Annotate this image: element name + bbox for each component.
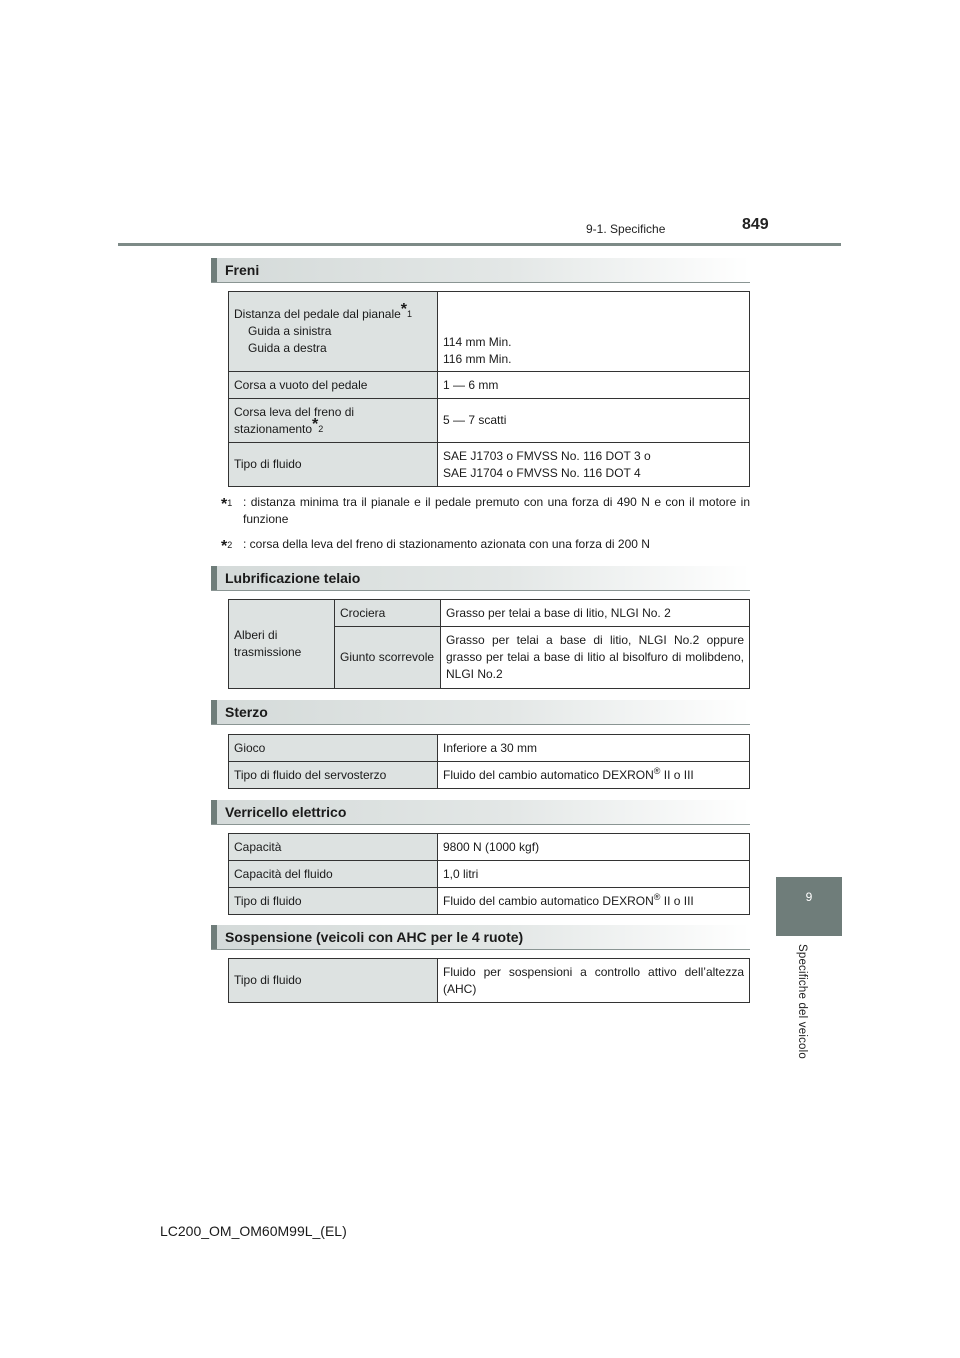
label-rhd: Guida a destra xyxy=(248,341,327,355)
value-winch-fluid-type: Fluido del cambio automatico DEXRON® II o III xyxy=(438,888,750,915)
section-title: 9-1. Specifiche xyxy=(586,222,666,236)
footnote-2: *2 : corsa della leva del freno di stazionamento azionata con una forza di 200 N xyxy=(221,537,650,555)
value-pedal-distance xyxy=(438,292,750,372)
section-title-lubrificazione: Lubrificazione telaio xyxy=(225,570,361,586)
value-fluid-type: SAE J1703 o FMVSS No. 116 DOT 3 o SAE J1704 o FMVSS No. 116 DOT 4 xyxy=(438,443,750,487)
document-code: LC200_OM_OM60M99L_(EL) xyxy=(160,1223,347,1239)
page-number: 849 xyxy=(742,216,769,233)
table-row xyxy=(229,762,750,789)
label-part: Crociera xyxy=(335,600,441,627)
label-free-play: Corsa a vuoto del pedale xyxy=(229,372,438,399)
value-power-steering-fluid: Fluido del cambio automatico DEXRON® II o III xyxy=(438,762,750,789)
chapter-tab xyxy=(776,877,842,936)
table-row xyxy=(229,292,750,372)
label-pedal-distance: Distanza del pedale dal pianale*1 Guida a sinistra Guida a destra xyxy=(229,292,438,372)
section-header-verricello xyxy=(211,800,750,825)
asterisk-mark: * xyxy=(312,415,319,433)
table-verricello xyxy=(228,833,750,915)
section-title-freni: Freni xyxy=(225,262,260,278)
chapter-label: Specifiche del veicolo xyxy=(796,944,808,1059)
table-row xyxy=(229,959,750,1003)
value-rhd: 116 mm Min. xyxy=(443,352,512,366)
value-free-play: 1 — 6 mm xyxy=(438,372,750,399)
label-parking-brake: Corsa leva del freno di stazionamento*2 xyxy=(229,399,438,443)
table-freni xyxy=(228,291,750,487)
table-sterzo xyxy=(228,734,750,789)
label-steering-play: Gioco xyxy=(229,735,438,762)
header-rule xyxy=(118,243,841,246)
value-part: Grasso per telai a base di litio, NLGI No.2 oppure grasso per telai a base di litio al bisolfuro di molibdeno, NLGI No.2 xyxy=(441,627,750,689)
label-winch-fluid-type: Tipo di fluido xyxy=(229,888,438,915)
label-suspension-fluid: Tipo di fluido xyxy=(229,959,438,1003)
asterisk-mark: * xyxy=(221,496,228,513)
value-lhd: 114 mm Min. xyxy=(443,335,512,349)
label-power-steering-fluid: Tipo di fluido del servosterzo xyxy=(229,762,438,789)
table-row xyxy=(229,861,750,888)
chapter-number: 9 xyxy=(805,890,813,904)
label-drive-shafts: Alberi di trasmissione xyxy=(229,600,335,689)
table-row xyxy=(229,372,750,399)
table-row xyxy=(229,735,750,762)
value-capacity: 9800 N (1000 kgf) xyxy=(438,834,750,861)
section-header-freni xyxy=(211,258,750,283)
value-part: Grasso per telai a base di litio, NLGI No. 2 xyxy=(441,600,750,627)
section-title-verricello: Verricello elettrico xyxy=(225,804,347,820)
table-row xyxy=(229,834,750,861)
table-row xyxy=(229,443,750,487)
table-sospensione xyxy=(228,958,750,1003)
section-header-sterzo xyxy=(211,700,750,725)
table-row xyxy=(229,600,750,627)
table-lubrificazione xyxy=(228,599,750,689)
asterisk-mark: * xyxy=(221,538,228,555)
section-header-sospensione xyxy=(211,925,750,950)
label-fluid-type: Tipo di fluido xyxy=(229,443,438,487)
value-parking-brake: 5 — 7 scatti xyxy=(438,399,750,443)
footnote-1: *1 : distanza minima tra il pianale e il pedale premuto con una forza di 490 N e con il motore in funzione xyxy=(221,495,750,526)
label-capacity: Capacità xyxy=(229,834,438,861)
value-steering-play: Inferiore a 30 mm xyxy=(438,735,750,762)
asterisk-mark: * xyxy=(400,301,408,318)
value-fluid-capacity: 1,0 litri xyxy=(438,861,750,888)
value-suspension-fluid: Fluido per sospensioni a controllo attivo dell’altezza (AHC) xyxy=(438,959,750,1003)
label-fluid-capacity: Capacità del fluido xyxy=(229,861,438,888)
section-header-lubrificazione xyxy=(211,566,750,591)
label-part: Giunto scorrevole xyxy=(335,627,441,689)
table-row xyxy=(229,399,750,443)
section-title-sospensione: Sospensione (veicoli con AHC per le 4 ruote) xyxy=(225,929,524,945)
section-title-sterzo: Sterzo xyxy=(225,704,268,720)
label-lhd: Guida a sinistra xyxy=(248,324,332,338)
table-row xyxy=(229,888,750,915)
